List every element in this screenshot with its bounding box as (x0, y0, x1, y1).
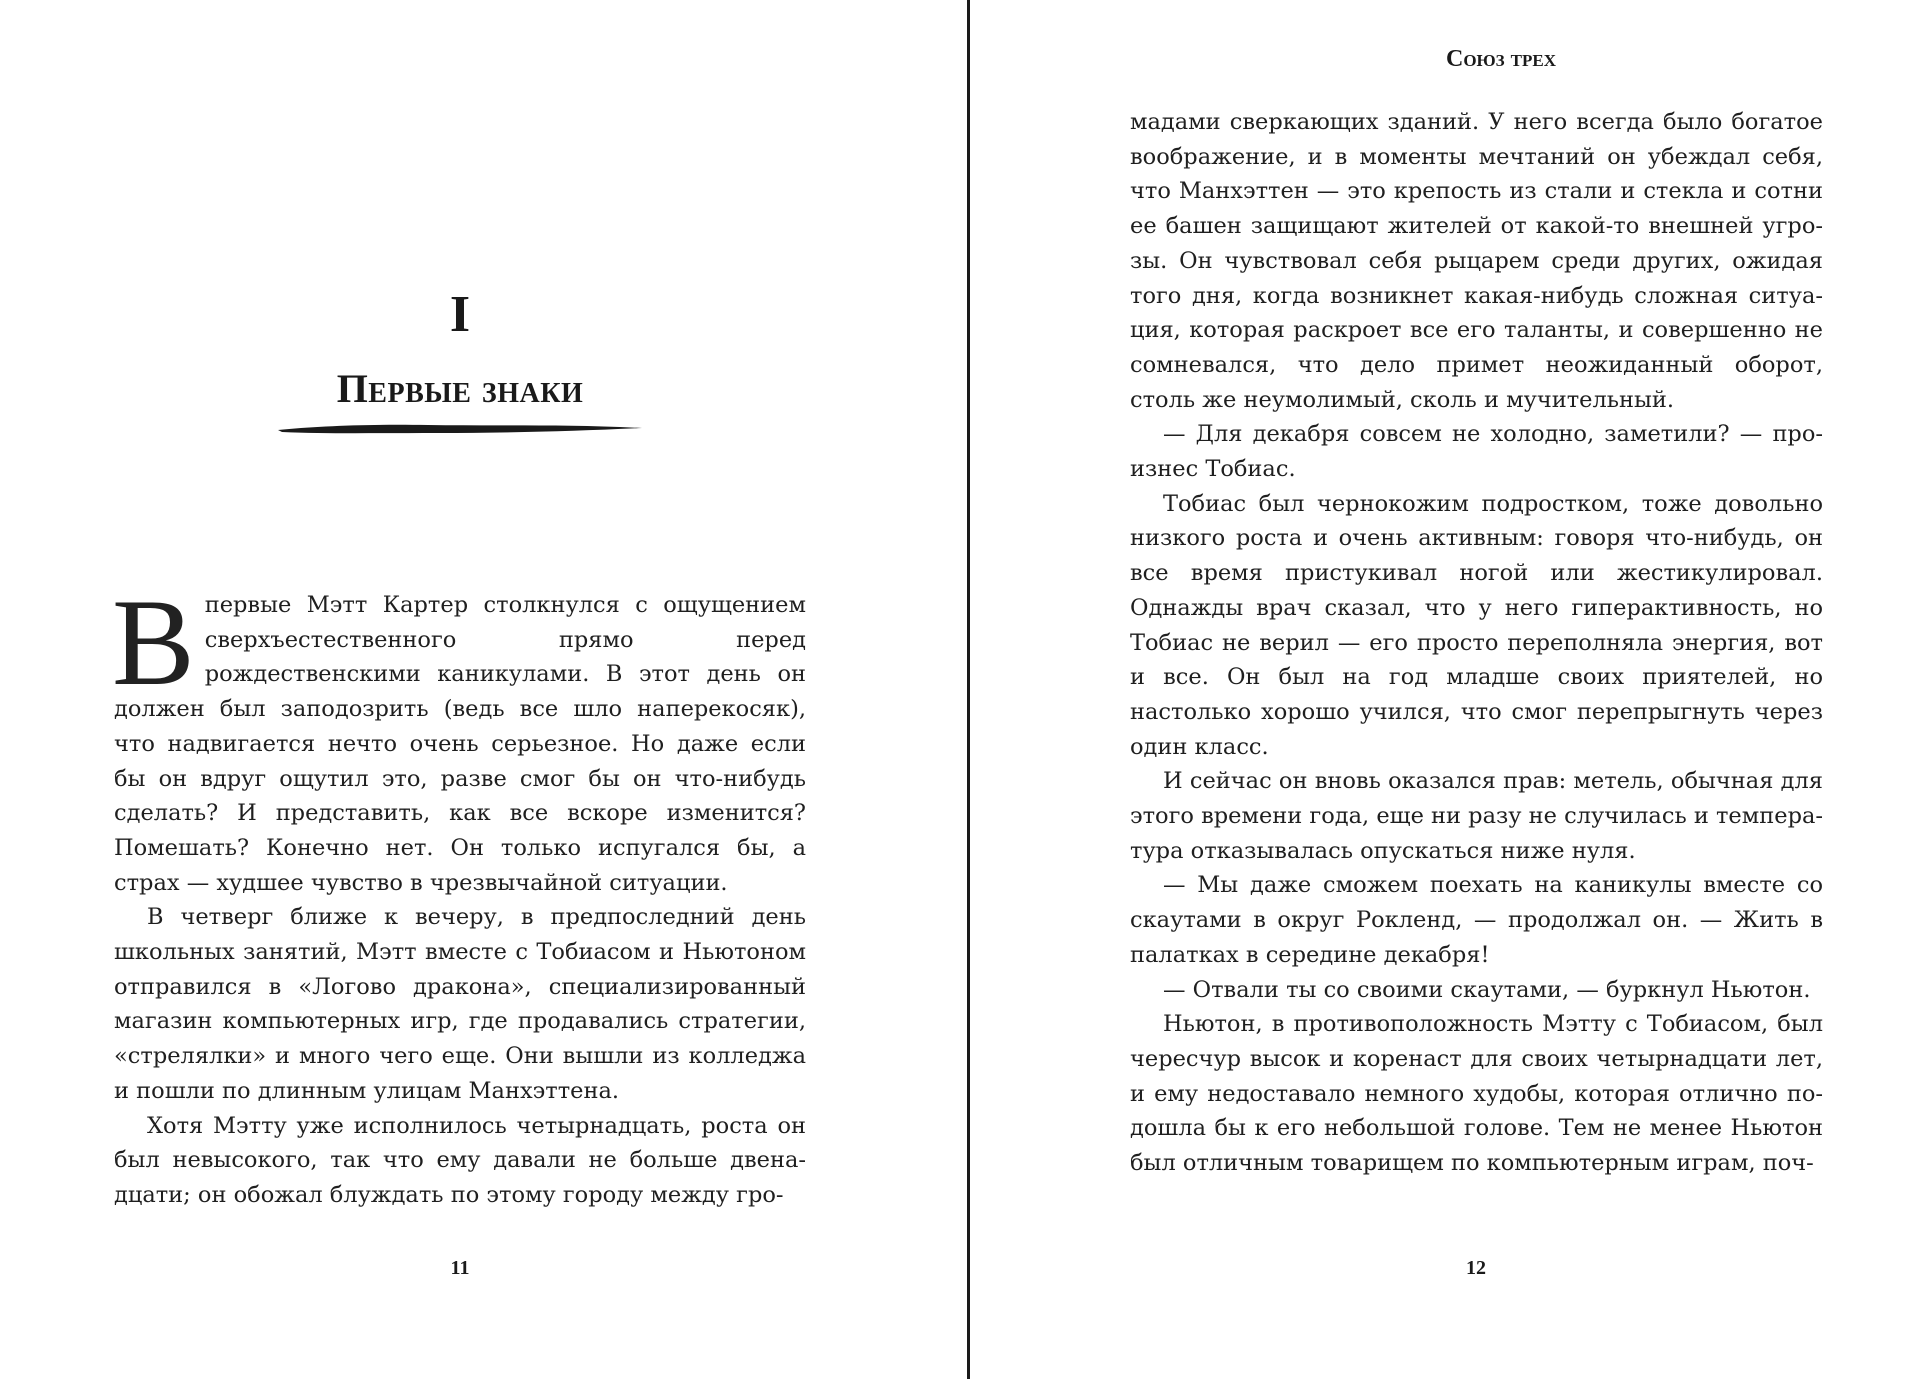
paragraph: Ньютон, в противоположность Мэтту с Тобиасом, был чересчур высок и коренаст для своих четырнадцати лет, и ему недоставало немного худобы, которая отлично подошла бы к его небольшой голове. Тем не менее Ньютон был отличным товарищем по компьютерным играм, поч- (1130, 1011, 1823, 1177)
paragraph: В четверг ближе к вечеру, в предпоследний день школьных занятий, Мэтт вместе с Тобиасом и Ньютоном отправился в «Логово дракона», специализированный магазин компьютерных игр, где продавались стратегии, «стрелялки» и много чего еще. Они вышли из колледжа и пошли по длинным улицам Манхэттена. (114, 904, 806, 1104)
running-header: Союз трех (1445, 46, 1556, 72)
right-page (970, 0, 1922, 1379)
paragraph: — Отвали ты со своими скаутами, — буркнул Ньютон. (1163, 976, 1811, 1003)
page-number: 12 (1466, 1257, 1486, 1279)
paragraph: Тобиас был чернокожим подростком, тоже довольно низкого роста и очень активным: говоря что-нибудь, он все время пристукивал ногой или жестикулировал. Однажды врач сказал, что у него гиперактивность, но Тобиас не верил — его просто переполняла энергия, вот и все. Он был на год младше своих приятелей, но настолько хорошо учился, что смог перепрыгнуть через один класс. (1130, 490, 1823, 760)
paragraph: Хотя Мэтту уже исполнилось четырнадцать, роста он был невысокого, так что ему давали не больше двенадцати; он обожал блуждать по этому городу между гро- (114, 1112, 806, 1208)
paragraph: Впервые Мэтт Картер столкнулся с ощущением сверхъестественного прямо перед рождественскими каникулами. В этот день он должен был заподозрить (ведь все шло наперекосяк), что надвигается нечто очень серьезное. Но даже если бы он вдруг ощутил это, разве смог бы он что-нибудь сделать? И представить, как все вскоре изменится? Помешать? Конечно нет. Он только испугался бы, а страх — худшее чувство в чрезвычайной ситуации. (112, 574, 806, 896)
paragraph: мадами сверкающих зданий. У него всегда было богатое воображение, и в моменты мечтаний он убеждал себя, что Манхэттен — это крепость из стали и стекла и сотни ее башен защищают жителей от какой-то внешней угрозы. Он чувствовал себя рыцарем среди других, ожидая того дня, когда возникнет какая-нибудь сложная ситуация, которая раскроет все его таланты, и совершенно не сомневался, что дело примет неожиданный оборот, столь же неумолимый, сколь и мучительный. (1130, 109, 1823, 413)
chapter-underline-ornament (278, 420, 642, 438)
paragraph: И сейчас он вновь оказался прав: метель, обычная для этого времени года, еще ни разу не случилась и температура отказывалась опускаться ниже нуля. (1130, 768, 1823, 864)
paragraph: — Мы даже сможем поехать на каникулы вместе со скаутами в округ Рокленд, — продолжал он. — Жить в палатках в середине декабря! (1130, 872, 1823, 968)
paragraph: — Для декабря совсем не холодно, заметили? — произнес Тобиас. (1130, 421, 1823, 483)
chapter-number: I (449, 286, 471, 343)
drop-cap: В (112, 574, 195, 711)
left-body-text (112, 574, 806, 1213)
chapter-title: Первые знаки (336, 366, 584, 411)
page-number: 11 (450, 1257, 470, 1279)
right-body-text (1130, 105, 1823, 1181)
